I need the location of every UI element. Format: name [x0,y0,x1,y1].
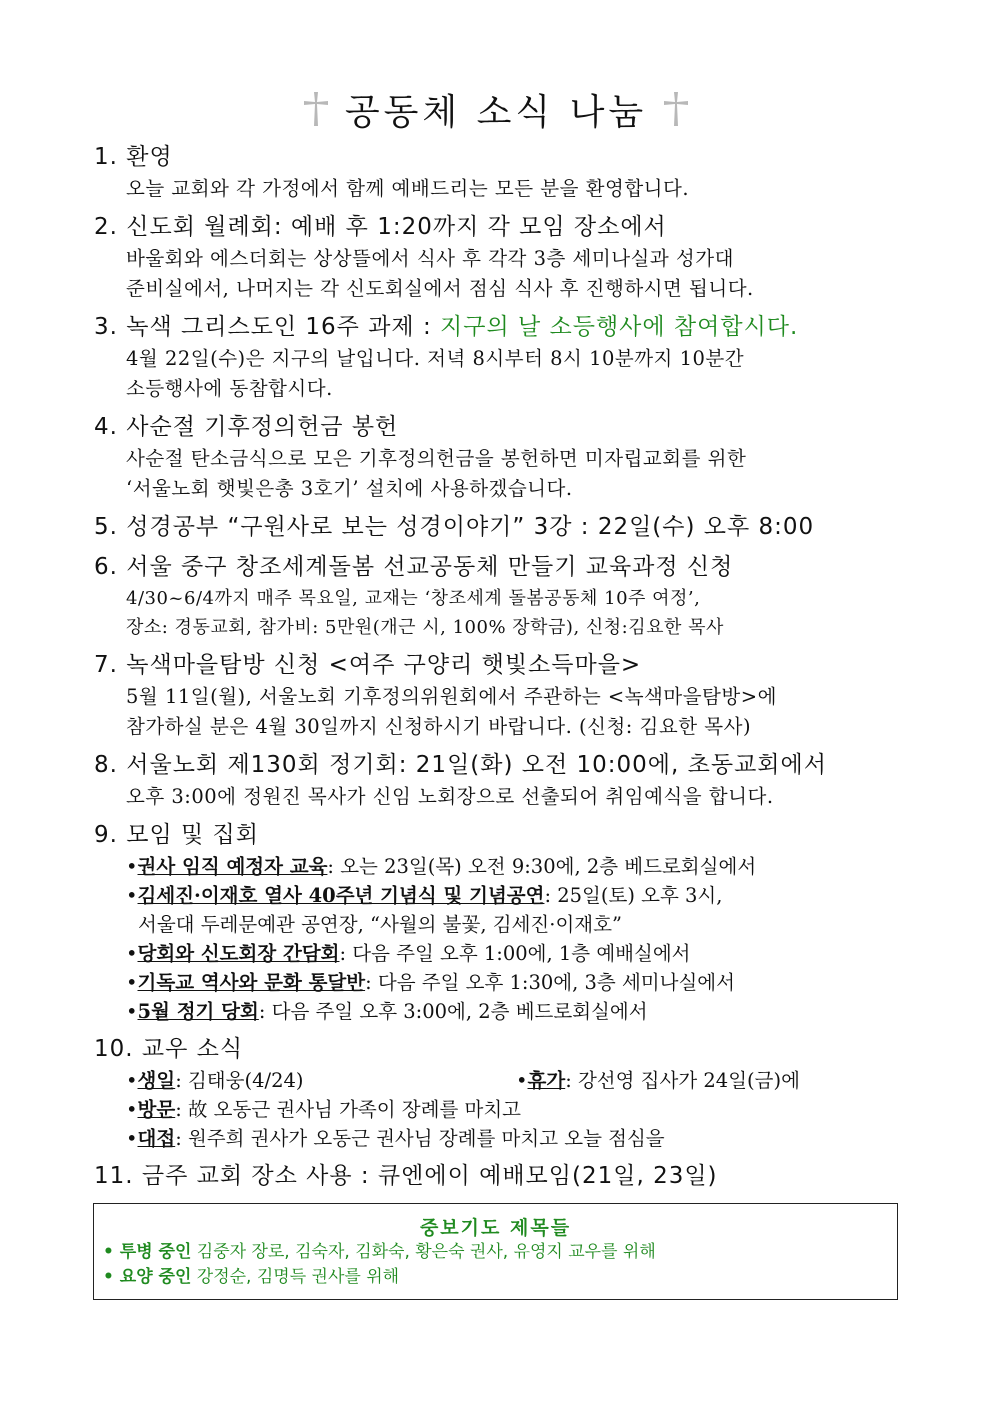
visit-item: •방문: 故 오동근 권사님 가족이 장례를 마치고 [126,1098,522,1121]
item-heading: 5. 성경공부 “구원사로 보는 성경이야기” 3강 : 22일(수) 오후 8:00 [94,514,815,540]
bullet-item: •기독교 역사와 문화 통달반: 다음 주일 오후 1:30에, 3층 세미나실에서 [126,971,735,994]
page-title [0,84,992,135]
members-section [94,1032,904,1153]
prayer-text: 강정순, 김명득 권사를 위해 [191,1267,400,1287]
prayer-key: • 요양 중인 [103,1267,192,1287]
item-heading: 1. 환영 [94,144,173,170]
venue-section [94,1159,904,1193]
bullet-text: : 다음 주일 오후 3:00에, 2층 베드로회실에서 [258,1000,648,1023]
prayer-title: 중보기도 제목들 [419,1217,572,1239]
item-heading: 4. 사순절 기후정의헌금 봉헌 [94,414,399,440]
item-text: 4/30~6/4까지 매주 목요일, 교재는 ‘창조세계 돌봄공동체 10주 여정’, [126,588,701,609]
prayer-key: • 투병 중인 [103,1242,192,1262]
title-text: 공동체 소식 나눔 [344,92,648,133]
item-text: ‘서울노회 햇빛은총 3호기’ 설치에 사용하겠습니다. [126,477,573,500]
bullet-text: : 故 오동근 권사님 가족이 장례를 마치고 [175,1098,522,1121]
bullet-key: 당회와 신도회장 간담회 [137,942,340,965]
item-text: 참가하실 분은 4월 30일까지 신청하시기 바랍니다. (신청: 김요한 목사) [126,715,752,738]
heading-text: 3. 녹색 그리스도인 16주 과제 : [94,314,441,340]
item-heading: 6. 서울 중구 창조세계돌봄 선교공동체 만들기 교육과정 신청 [94,554,734,580]
vacation-item: •휴가: 강선영 집사가 24일(금)에 [516,1069,800,1092]
item-heading: 11. 금주 교회 장소 사용 : 큐엔에이 예배모임(21일, 23일) [94,1163,718,1189]
news-item [94,748,904,812]
bullet-item: •권사 임직 예정자 교육: 오는 23일(목) 오전 9:30에, 2층 베드로회실에서 [126,855,757,878]
prayer-box [93,1203,898,1300]
news-item [94,510,904,544]
cross-icon [301,90,331,128]
bullet-key: 5월 정기 당회 [137,1000,259,1023]
bullet-key: 휴가 [527,1069,566,1092]
item-heading: 2. 신도회 월례회: 예배 후 1:20까지 각 모임 장소에서 [94,214,667,240]
bullet-row [94,1066,904,1095]
bullet-text: : 김태웅(4/24) [175,1069,304,1092]
bullet-key: 대접 [137,1127,176,1150]
item-text: 소등행사에 동참합시다. [126,377,333,400]
item-heading: 7. 녹색마을탐방 신청 <여주 구양리 햇빛소득마을> [94,652,642,678]
item-text: 오후 3:00에 정원진 목사가 신임 노회장으로 선출되어 취임예식을 합니다. [126,785,774,808]
gatherings-section [94,818,904,1026]
item-text: 바울회와 에스더회는 상상뜰에서 식사 후 각각 3층 세미나실과 성가대 [126,247,734,270]
item-heading [94,310,904,344]
meal-item: •대접: 원주희 권사가 오동근 권사님 장례를 마치고 오늘 점심을 [126,1127,665,1150]
news-list [94,140,904,1199]
bullet-key: 김세진·이재호 열사 40주년 기념식 및 기념공연 [137,884,545,907]
bullet-text: : 다음 주일 오후 1:30에, 3층 세미나실에서 [365,971,735,994]
birthday-item: •생일: 김태웅(4/24) [126,1069,304,1092]
item-text: 준비실에서, 나머지는 각 신도회실에서 점심 식사 후 진행하시면 됩니다. [126,277,754,300]
news-item [94,550,904,642]
bullet-item: •5월 정기 당회: 다음 주일 오후 3:00에, 2층 베드로회실에서 [126,1000,648,1023]
bullet-text: : 원주희 권사가 오동근 권사님 장례를 마치고 오늘 점심을 [175,1127,665,1150]
bullet-key: 권사 임직 예정자 교육 [137,855,328,878]
bullet-continuation [94,910,904,939]
news-item [94,648,904,742]
bullet-text: : 다음 주일 오후 1:00에, 1층 예배실에서 [339,942,691,965]
news-item [94,410,904,504]
news-item [94,210,904,304]
cross-icon [661,90,691,128]
bullet-text: : 25일(토) 오후 3시, [544,884,723,907]
bullet-text: : 오는 23일(목) 오전 9:30에, 2층 베드로회실에서 [327,855,757,878]
bullet-text: 서울대 두레문예관 공연장, “사월의 불꽃, 김세진·이재호” [138,913,622,936]
bullet-text: : 강선영 집사가 24일(금)에 [565,1069,800,1092]
bullet-item: •김세진·이재호 열사 40주년 기념식 및 기념공연: 25일(토) 오후 3시, [126,884,723,907]
news-item [94,140,904,204]
item-text: 4월 22일(수)은 지구의 날입니다. 저녁 8시부터 8시 10분까지 10분간 [126,347,745,370]
item-text: 장소: 경동교회, 참가비: 5만원(개근 시, 100% 장학금), 신청:김요한 목사 [126,617,724,638]
prayer-text: 김중자 장로, 김숙자, 김화숙, 황은숙 권사, 유영지 교우를 위해 [191,1242,656,1262]
item-text: 5월 11일(월), 서울노회 기후정의위원회에서 주관하는 <녹색마을탐방>에 [126,685,777,708]
item-heading: 10. 교우 소식 [94,1036,244,1062]
prayer-line [94,1265,897,1290]
news-item [94,310,904,404]
item-text: 사순절 탄소금식으로 모은 기후정의헌금을 봉헌하면 미자립교회를 위한 [126,447,747,470]
item-heading: 8. 서울노회 제130회 정기회: 21일(화) 오전 10:00에, 초동교회에서 [94,752,827,778]
item-text: 오늘 교회와 각 가정에서 함께 예배드리는 모든 분을 환영합니다. [126,177,690,200]
bullet-key: 생일 [137,1069,176,1092]
bullet-key: 방문 [137,1098,176,1121]
green-highlight: 지구의 날 소등행사에 참여합시다. [440,314,799,340]
bullet-item: •당회와 신도회장 간담회: 다음 주일 오후 1:00에, 1층 예배실에서 [126,942,691,965]
bullet-key: 기독교 역사와 문화 통달반 [137,971,366,994]
prayer-line [94,1240,897,1265]
item-heading: 9. 모임 및 집회 [94,822,259,848]
